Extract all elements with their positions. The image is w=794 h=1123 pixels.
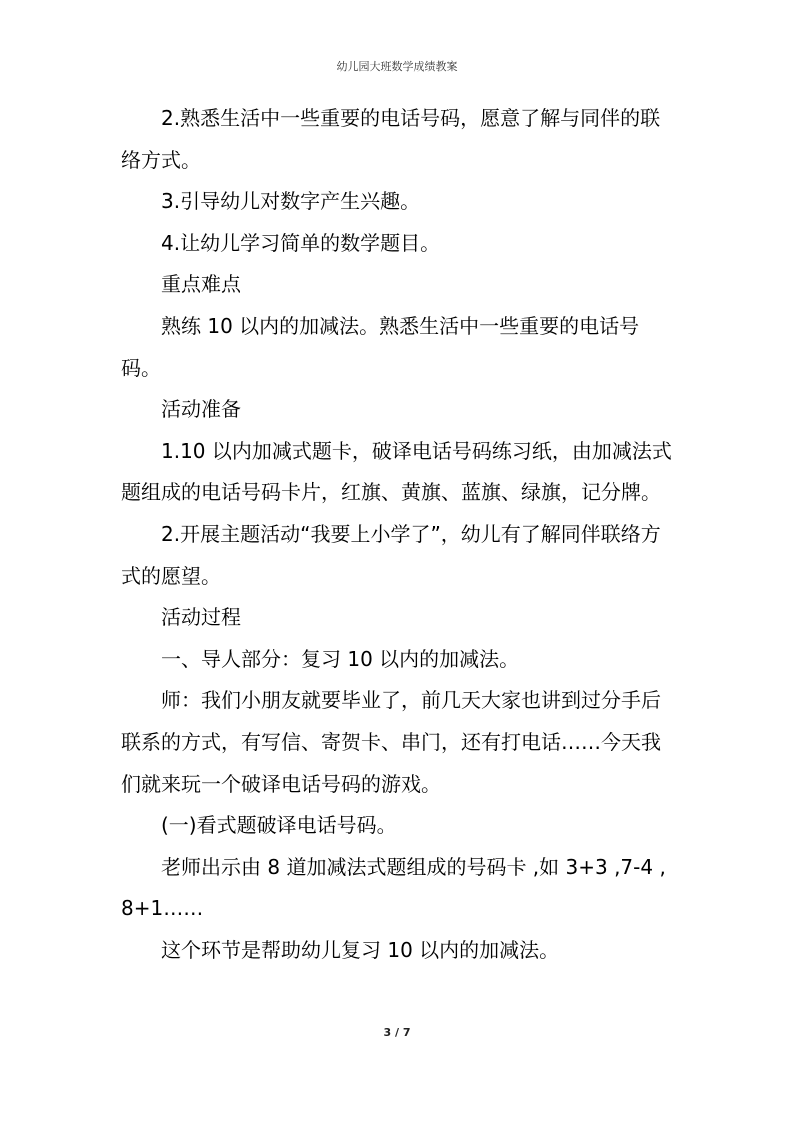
document-body	[121, 98, 677, 971]
paragraph-teacher-speech: 师：我们小朋友就要毕业了，前几天大家也讲到过分手后联系的方式，有写信、寄贺卡、串门，还有打电话……今天我们就来玩一个破译电话号码的游戏。	[121, 688, 661, 796]
paragraph-preparation-2: 2.开展主题活动“我要上小学了”，幼儿有了解同伴联络方式的愿望。	[121, 521, 661, 588]
paragraph-number-cards: 老师出示由 8 道加减法式题组成的号码卡 ,如 3+3 ,7-4 ,8+1……	[121, 854, 666, 921]
section-heading-process: 活动过程	[161, 605, 241, 630]
paragraph-goal-4: 4.让幼儿学习简单的数学题目。	[161, 230, 441, 255]
paragraph-goal-2: 2.熟悉生活中一些重要的电话号码，愿意了解与同伴的联络方式。	[121, 106, 661, 172]
section-heading-preparation: 活动准备	[161, 397, 241, 422]
section-heading-key-points: 重点难点	[161, 272, 241, 297]
paragraph-review-note: 这个环节是帮助幼儿复习 10 以内的加减法。	[161, 937, 560, 962]
page-number: 3 / 7	[383, 1026, 411, 1039]
paragraph-intro-part: 一、导人部分：复习 10 以内的加减法。	[161, 646, 520, 671]
page-header-title: 幼儿园大班数学成绩教案	[336, 60, 458, 73]
paragraph-key-points: 熟练 10 以内的加减法。熟悉生活中一些重要的电话号码。	[121, 313, 640, 380]
paragraph-goal-3: 3.引导幼儿对数字产生兴趣。	[161, 189, 421, 214]
paragraph-preparation-1: 1.10 以内加减式题卡，破译电话号码练习纸，由加减法式题组成的电话号码卡片，红旗、黄旗、蓝旗、绿旗，记分牌。	[121, 438, 672, 505]
paragraph-step-1: (一)看式题破译电话号码。	[161, 813, 397, 838]
